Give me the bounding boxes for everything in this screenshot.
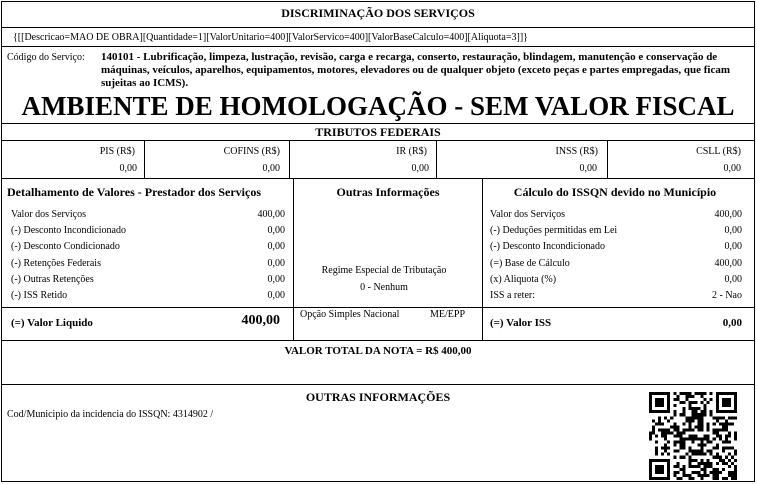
calculo-row-value: 400,00 [714,209,742,220]
calculo-row-label: Valor dos Serviços [490,209,565,220]
servico-label: Código do Serviço: [7,52,85,63]
calculo-row-label: (x) Aliquota (%) [490,273,557,285]
divider [293,178,294,340]
inss-value: 0,00 [579,163,597,174]
calculo-row-value: 0,00 [724,225,742,237]
divider [1,178,755,179]
valor-liquido-label: (=) Valor Liquido [11,317,93,329]
divider [1,27,755,28]
detalhamento-row-value: 0,00 [267,273,285,285]
cofins-value: 0,00 [262,163,280,174]
inss-label: INSS (R$) [555,146,598,157]
valor-liquido-value: 400,00 [241,313,280,328]
csll-label: CSLL (R$) [696,146,741,157]
detalhamento-row-label: (-) Retenções Federais [11,257,101,269]
regime-value: 0 - Nenhum [360,282,408,293]
watermark-homologacao: AMBIENTE DE HOMOLOGAÇÃO - SEM VALOR FISCAL [21,91,735,121]
calculo-row-value: 0,00 [724,241,742,253]
servico-description: 140101 - Lubrificação, limpeza, lustração, revisão, carga e recarga, conserto, restauração, blindagem, manutenção e conservação de máquinas, veículos, aparelhos, equipamentos, motores, elevadores ou de qualquer objeto (exceto peças e partes empregadas, que ficam sujeitas ao ICMS). [101,51,731,89]
pis-value: 0,00 [119,163,137,174]
divider [144,140,145,178]
divider [1,46,755,47]
valor-iss-label: (=) Valor ISS [490,317,552,329]
valor-iss-value: 0,00 [722,317,742,329]
tributos-title: TRIBUTOS FEDERAIS [315,125,441,139]
pis-label: PIS (R$) [99,146,135,157]
detalhamento-row-value: 0,00 [267,241,285,253]
calculo-row-label: (-) Deduções permitidas em Lei [490,225,618,237]
calculo-title: Cálculo do ISSQN devido no Município [513,185,717,199]
qr-code [649,392,737,480]
header-title: DISCRIMINAÇÃO DOS SERVIÇOS [281,6,475,20]
ir-label: IR (R$) [396,146,427,157]
csll-value: 0,00 [723,163,741,174]
calculo-row-value: 400,00 [714,257,742,269]
valor-total: VALOR TOTAL DA NOTA = R$ 400,00 [284,345,472,357]
detalhamento-row-label: (-) Outras Retenções [11,273,94,285]
simples-value: ME/EPP [430,309,466,320]
detalhamento-row-label: (-) Desconto Condicionado [11,241,120,253]
detalhamento-row-label: (-) ISS Retido [11,290,68,301]
divider [1,123,755,124]
detalhamento-title: Detalhamento de Valores - Prestador dos Serviços [7,185,261,199]
detalhamento-row-label: Valor dos Serviços [11,209,86,220]
outras-title: Outras Informações [336,185,440,199]
calculo-row-label: (=) Base de Cálculo [490,257,570,269]
detalhamento-row-value: 0,00 [267,225,285,237]
divider [482,307,755,308]
detalhamento-row-value: 0,00 [267,257,285,269]
divider [482,178,483,340]
footer-text: Cod/Municipio da incidencia do ISSQN: 4314902 / [7,409,214,420]
divider [1,307,293,308]
calculo-row-label: ISS a reter: [490,290,535,301]
detalhamento-row-value: 0,00 [267,290,285,301]
divider [1,140,755,141]
cofins-label: COFINS (R$) [223,146,280,157]
divider [293,307,482,308]
ir-value: 0,00 [411,163,429,174]
divider [607,140,608,178]
calculo-row-value: 2 - Nao [712,290,742,301]
regime-label: Regime Especial de Tributação [321,265,447,276]
detalhamento-row-value: 400,00 [257,209,285,220]
divider [1,340,755,341]
divider [1,384,755,385]
calculo-row-value: 0,00 [724,273,742,285]
divider [289,140,290,178]
detalhamento-row-label: (-) Desconto Incondicionado [11,225,126,237]
calculo-row-label: (-) Desconto Incondicionado [490,241,605,253]
discriminacao-text: {[[Descricao=MAO DE OBRA][Quantidade=1][ValorUnitario=400][ValorServico=400][ValorBaseCalculo=400][Aliquota=3]]} [13,32,528,43]
footer-title: OUTRAS INFORMAÇÕES [305,390,451,404]
divider [436,140,437,178]
simples-label: Opção Simples Nacional [300,309,400,320]
